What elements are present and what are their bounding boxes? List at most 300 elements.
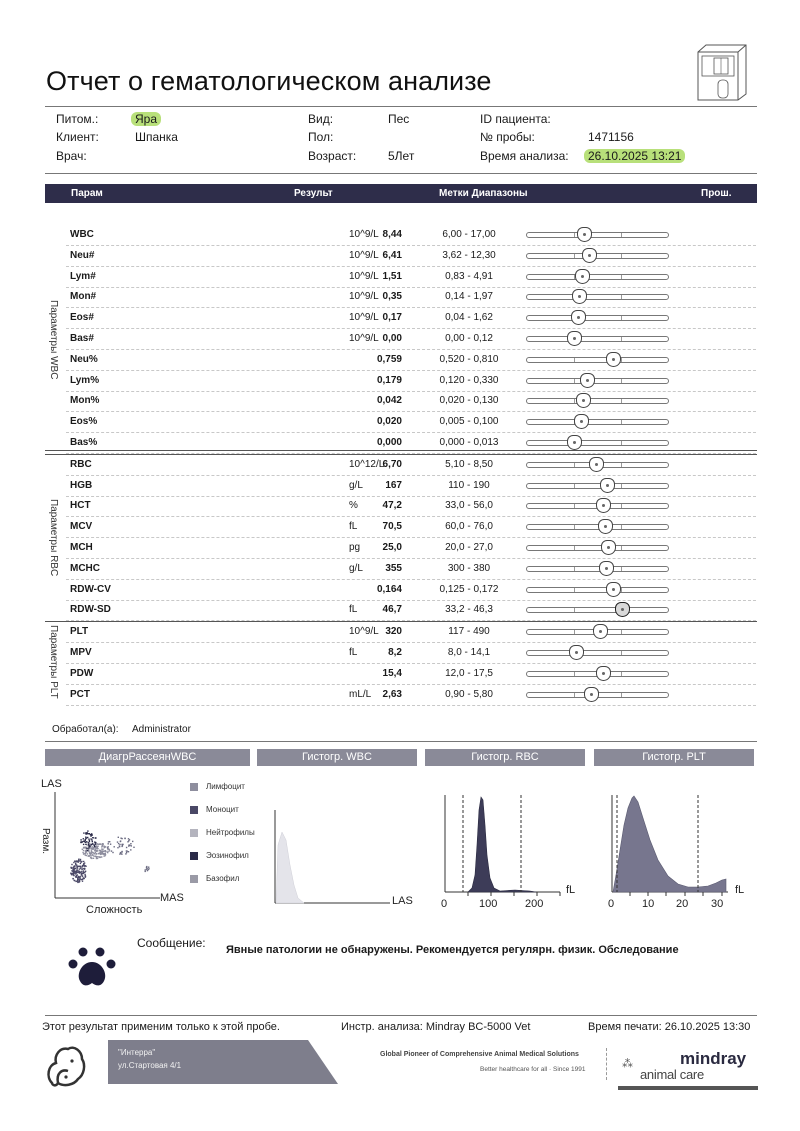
param-value: 6,70: [382, 458, 402, 470]
param-unit: 10^9/L: [349, 626, 379, 638]
param-range: 3,62 - 12,30: [442, 249, 496, 261]
param-name: Neu%: [70, 353, 98, 365]
scatter-point: [96, 853, 97, 854]
header-result: Результ: [294, 188, 333, 199]
scatter-point: [85, 876, 86, 877]
scatter-point: [145, 869, 146, 870]
result-row-neu-abs: [66, 246, 756, 267]
param-value: 320: [385, 626, 402, 638]
scatter-point: [119, 844, 120, 845]
param-unit: g/L: [349, 479, 363, 491]
scatter-point: [70, 867, 71, 868]
scatter-point: [89, 840, 90, 841]
scatter-point: [102, 845, 103, 846]
range-indicator: [526, 607, 669, 613]
wbc-scatter-plot: [50, 790, 162, 900]
scatter-point: [114, 846, 115, 847]
scatter-point: [111, 850, 112, 851]
scatter-point: [80, 876, 81, 877]
param-range: 0,90 - 5,80: [445, 688, 493, 700]
param-unit: 10^9/L: [349, 291, 379, 303]
processed-by-value: Administrator: [132, 724, 191, 735]
param-unit: %: [349, 500, 358, 512]
paw-icon: [66, 944, 122, 990]
scatter-point: [120, 841, 121, 842]
footer-instrument: Инстр. анализа: Mindray BC-5000 Vet: [341, 1021, 531, 1033]
scatter-point: [118, 837, 119, 838]
scatter-point: [80, 868, 81, 869]
range-indicator: [526, 524, 669, 530]
param-name: MPV: [70, 647, 92, 658]
scatter-point: [89, 853, 90, 854]
scatter-point: [83, 832, 84, 833]
range-indicator: [526, 503, 669, 509]
wbc-hist-header: Гистогр. WBC: [257, 749, 417, 766]
range-marker: [606, 582, 621, 597]
param-name: MCV: [70, 521, 93, 533]
scatter-point: [110, 844, 111, 845]
scatter-point: [81, 879, 82, 880]
wbc-hist-x-label: LAS: [392, 895, 413, 907]
param-name: Eos#: [70, 312, 94, 324]
scatter-point: [127, 851, 128, 852]
result-row-rdw-sd: [66, 600, 756, 621]
group-divider: [45, 450, 757, 451]
param-name: RBC: [70, 458, 92, 470]
scatter-point: [82, 881, 83, 882]
scatter-point: [92, 846, 93, 847]
range-marker: [600, 478, 615, 493]
group-label: Параметры PLT: [48, 624, 59, 699]
scatter-point: [107, 851, 108, 852]
param-unit: 10^9/L: [349, 333, 379, 344]
rbc-tick-100: 100: [479, 898, 498, 910]
scatter-point: [121, 844, 122, 845]
wbc-histogram: [270, 810, 390, 905]
scatter-point: [90, 854, 91, 855]
param-name: PLT: [70, 626, 89, 638]
scatter-point: [85, 855, 86, 856]
scatter-point: [85, 851, 86, 852]
plt-tick-10: 10: [642, 898, 655, 910]
range-indicator: [526, 462, 669, 468]
param-value: 8,44: [382, 229, 402, 240]
clinic-logo-icon: [44, 1043, 88, 1089]
scatter-header: ДиагрРассеянWBC: [45, 749, 250, 766]
param-value: 0,00: [382, 333, 402, 344]
scatter-point: [121, 846, 122, 847]
pet-value: Яра: [131, 112, 161, 126]
scatter-point: [91, 848, 92, 849]
scatter-point: [80, 859, 81, 860]
scatter-point: [128, 851, 129, 852]
range-marker: [572, 289, 587, 304]
clinic-address: ул.Стартовая 4/1: [118, 1061, 182, 1070]
footer-note: Этот результат применим только к этой пробе.: [42, 1021, 280, 1033]
range-indicator: [526, 671, 669, 677]
legend-item: [190, 851, 249, 860]
scatter-point: [101, 848, 102, 849]
sex-label: Пол:: [308, 130, 334, 144]
param-value: 1,51: [382, 270, 402, 282]
processed-divider: [45, 741, 757, 742]
param-name: PCT: [70, 688, 90, 700]
client-label: Клиент:: [56, 130, 99, 144]
param-name: Mon#: [70, 291, 97, 303]
scatter-point: [75, 871, 76, 872]
result-row-lym-abs: [66, 267, 756, 288]
message-text: Явные патологии не обнаружены. Рекомендуется регулярн. физик. Обследование: [226, 944, 679, 956]
scatter-point: [88, 842, 89, 843]
scatter-point: [86, 837, 87, 838]
scatter-point: [82, 875, 83, 876]
param-name: RDW-SD: [70, 604, 111, 616]
param-value: 0,000: [376, 437, 402, 448]
scatter-point: [83, 877, 84, 878]
scatter-point: [90, 838, 91, 839]
scatter-point: [83, 850, 84, 851]
scatter-point: [100, 853, 101, 854]
scatter-point: [87, 853, 88, 854]
result-row-mcv: [66, 517, 756, 538]
scatter-point: [120, 853, 121, 854]
scatter-point: [72, 867, 73, 868]
param-value: 355: [385, 562, 402, 574]
param-range: 0,000 - 0,013: [439, 437, 499, 448]
scatter-point: [73, 875, 74, 876]
scatter-point: [91, 850, 92, 851]
scatter-point: [95, 844, 96, 845]
scatter-point: [145, 871, 146, 872]
scatter-point: [146, 866, 147, 867]
result-row-eos-pct: [66, 412, 756, 433]
param-value: 25,0: [382, 542, 402, 553]
scatter-point: [95, 856, 96, 857]
footer-print-time: Время печати: 26.10.2025 13:30: [588, 1021, 751, 1033]
param-range: 20,0 - 27,0: [445, 542, 493, 553]
param-name: RDW-CV: [70, 583, 111, 595]
param-name: Mon%: [70, 395, 100, 407]
scatter-point: [88, 839, 89, 840]
scatter-point: [92, 854, 93, 855]
range-marker: [575, 269, 590, 284]
param-range: 300 - 380: [447, 562, 491, 574]
scatter-point: [103, 851, 104, 852]
param-name: Bas#: [70, 333, 94, 344]
scatter-point: [77, 879, 78, 880]
scatter-point: [107, 847, 108, 848]
scatter-point: [75, 868, 76, 869]
scatter-point: [80, 841, 81, 842]
scatter-point: [80, 866, 81, 867]
scatter-point: [73, 862, 74, 863]
rbc-hist-header: Гистогр. RBC: [425, 749, 585, 766]
scatter-point: [130, 843, 131, 844]
param-value: 0,179: [376, 374, 402, 386]
plt-tick-20: 20: [676, 898, 689, 910]
scatter-point: [78, 879, 79, 880]
range-marker: [574, 414, 589, 429]
param-name: Bas%: [70, 437, 98, 448]
analyzer-device-icon: [692, 42, 750, 102]
scatter-point: [75, 881, 76, 882]
range-indicator: [526, 232, 669, 238]
range-indicator: [526, 357, 669, 363]
mindray-subslogan: Better healthcare for all · Since 1991: [480, 1066, 586, 1073]
range-indicator: [526, 566, 669, 572]
legend-swatch: [190, 875, 198, 883]
scatter-point: [84, 868, 85, 869]
scatter-point: [117, 847, 118, 848]
param-value: 46,7: [382, 604, 402, 616]
range-indicator: [526, 692, 669, 698]
scatter-point: [102, 849, 103, 850]
scatter-point: [92, 841, 93, 842]
wbc-hist-curve: [276, 832, 304, 903]
param-unit: fL: [349, 604, 358, 616]
scatter-point: [85, 865, 86, 866]
range-indicator: [526, 440, 669, 446]
scatter-point: [105, 854, 106, 855]
scatter-point: [80, 863, 81, 864]
scatter-point: [96, 845, 97, 846]
param-range: 110 - 190: [448, 479, 490, 491]
legend-label: Моноцит: [206, 805, 239, 814]
range-marker: [606, 352, 621, 367]
result-row-rdw-cv: [66, 580, 756, 601]
scatter-point: [85, 832, 86, 833]
param-range: 8,0 - 14,1: [447, 647, 491, 658]
scatter-point: [104, 846, 105, 847]
scatter-point: [85, 840, 86, 841]
param-value: 0,042: [376, 395, 402, 407]
scatter-point: [103, 855, 104, 856]
param-unit: g/L: [349, 562, 363, 574]
scatter-point: [148, 868, 149, 869]
param-name: Neu#: [70, 249, 95, 261]
plt-hist-header: Гистогр. PLT: [594, 749, 754, 766]
result-row-pdw: [66, 664, 756, 685]
range-indicator: [526, 545, 669, 551]
param-unit: pg: [349, 542, 361, 553]
scatter-point: [84, 862, 85, 863]
scatter-point: [83, 872, 84, 873]
scatter-point: [84, 874, 85, 875]
scatter-point: [97, 856, 98, 857]
scatter-point: [88, 847, 89, 848]
range-indicator: [526, 587, 669, 593]
scatter-point: [91, 844, 92, 845]
scatter-point: [73, 878, 74, 879]
result-row-mpv: [66, 643, 756, 664]
scatter-point: [71, 870, 72, 871]
param-value: 47,2: [382, 500, 402, 512]
param-value: 0,17: [382, 312, 402, 324]
result-row-plt: [66, 622, 756, 643]
legend-swatch: [190, 783, 198, 791]
rbc-tick-0: 0: [441, 898, 448, 910]
param-name: MCH: [70, 542, 93, 553]
range-indicator: [526, 253, 669, 259]
scatter-point: [82, 841, 83, 842]
species-value: Пес: [388, 112, 410, 126]
param-value: 6,41: [382, 249, 402, 261]
scatter-point: [74, 865, 75, 866]
scatter-point: [88, 833, 89, 834]
scatter-point: [90, 857, 91, 858]
result-row-lym-pct: [66, 371, 756, 392]
range-indicator: [526, 650, 669, 656]
scatter-point: [98, 853, 99, 854]
scatter-point: [91, 858, 92, 859]
scatter-point: [127, 841, 128, 842]
scatter-point: [94, 846, 95, 847]
header-previous: Прош.: [701, 188, 732, 199]
scatter-point: [90, 845, 91, 846]
mindray-bar: [618, 1086, 758, 1090]
scatter-point: [84, 853, 85, 854]
scatter-point: [93, 847, 94, 848]
range-marker: [599, 561, 614, 576]
client-value: Шпанка: [135, 130, 178, 144]
scatter-point: [105, 851, 106, 852]
scatter-point: [77, 882, 78, 883]
scatter-point: [88, 855, 89, 856]
plt-hist-curve: [613, 796, 726, 892]
result-row-pct: [66, 685, 756, 706]
range-marker: [567, 435, 582, 450]
range-marker: [596, 498, 611, 513]
result-row-neu-pct: [66, 350, 756, 371]
range-marker: [584, 687, 599, 702]
param-unit: 10^9/L: [349, 270, 379, 282]
title-divider: [45, 106, 757, 107]
param-value: 0,759: [376, 353, 402, 365]
header-flags-ranges: Метки Диапазоны: [439, 188, 528, 199]
scatter-point: [99, 850, 100, 851]
param-range: 0,14 - 1,97: [445, 291, 493, 303]
param-unit: mL/L: [349, 688, 372, 700]
range-marker: [569, 645, 584, 660]
scatter-point: [130, 849, 131, 850]
scatter-point: [126, 847, 127, 848]
range-indicator: [526, 315, 669, 321]
legend-swatch: [190, 829, 198, 837]
scatter-point: [90, 835, 91, 836]
analysis-time-label: Время анализа:: [480, 149, 569, 163]
scatter-point: [76, 876, 77, 877]
scatter-point: [83, 853, 84, 854]
legend-item: [190, 805, 239, 814]
plt-tick-30: 30: [711, 898, 724, 910]
legend-swatch: [190, 852, 198, 860]
mindray-animalcare: animal care: [640, 1067, 704, 1082]
scatter-point: [148, 867, 149, 868]
range-marker: [576, 393, 591, 408]
param-range: 0,83 - 4,91: [445, 270, 493, 282]
scatter-point: [75, 864, 76, 865]
scatter-point: [97, 858, 98, 859]
clinic-name: "Интерра": [118, 1048, 156, 1057]
range-indicator: [526, 629, 669, 635]
param-range: 12,0 - 17,5: [445, 667, 493, 679]
scatter-point: [77, 866, 78, 867]
scatter-point: [98, 844, 99, 845]
param-range: 33,2 - 46,3: [445, 604, 493, 616]
mindray-slogan: Global Pioneer of Comprehensive Animal Medical Solutions: [380, 1051, 579, 1058]
scatter-point: [93, 844, 94, 845]
scatter-point: [107, 852, 108, 853]
range-marker: [571, 310, 586, 325]
scatter-point: [82, 849, 83, 850]
result-row-mchc: [66, 559, 756, 580]
range-indicator: [526, 483, 669, 489]
scatter-point: [82, 852, 83, 853]
range-marker: [582, 248, 597, 263]
scatter-y2-label: Разм.: [40, 828, 51, 855]
scatter-point: [71, 874, 72, 875]
range-marker: [567, 331, 582, 346]
scatter-point: [72, 872, 73, 873]
param-unit: 10^9/L: [349, 249, 379, 261]
param-value: 2,63: [382, 688, 402, 700]
range-marker: [596, 666, 611, 681]
message-label: Сообщение:: [137, 936, 206, 950]
scatter-point: [84, 866, 85, 867]
scatter-point: [100, 856, 101, 857]
scatter-point: [131, 845, 132, 846]
scatter-point: [125, 853, 126, 854]
scatter-point: [93, 856, 94, 857]
result-row-eos-abs: [66, 308, 756, 329]
param-name: Lym#: [70, 270, 96, 282]
processed-by-label: Обработал(а):: [52, 724, 119, 735]
doctor-label: Врач:: [56, 149, 87, 163]
result-row-rbc: [66, 455, 756, 476]
scatter-point: [94, 850, 95, 851]
result-row-hct: [66, 496, 756, 517]
scatter-point: [81, 861, 82, 862]
scatter-point: [78, 859, 79, 860]
scatter-point: [77, 862, 78, 863]
param-range: 0,125 - 0,172: [439, 583, 499, 595]
rbc-hist-curve: [468, 797, 536, 892]
analysis-time-value: 26.10.2025 13:21: [584, 149, 685, 163]
param-range: 0,005 - 0,100: [439, 416, 499, 428]
scatter-point: [119, 846, 120, 847]
scatter-point: [95, 837, 96, 838]
scatter-point: [77, 880, 78, 881]
scatter-point: [146, 868, 147, 869]
scatter-point: [87, 830, 88, 831]
param-value: 0,164: [376, 583, 402, 595]
result-row-hgb: [66, 476, 756, 497]
age-label: Возраст:: [308, 149, 357, 163]
scatter-point: [102, 843, 103, 844]
scatter-point: [112, 852, 113, 853]
scatter-point: [117, 841, 118, 842]
param-unit: fL: [349, 647, 358, 658]
param-range: 117 - 490: [448, 626, 490, 638]
scatter-point: [75, 873, 76, 874]
legend-item: [190, 874, 239, 883]
param-name: HCT: [70, 500, 91, 512]
scatter-point: [128, 838, 129, 839]
scatter-point: [76, 868, 77, 869]
scatter-point: [85, 844, 86, 845]
scatter-point: [86, 841, 87, 842]
scatter-point: [74, 871, 75, 872]
